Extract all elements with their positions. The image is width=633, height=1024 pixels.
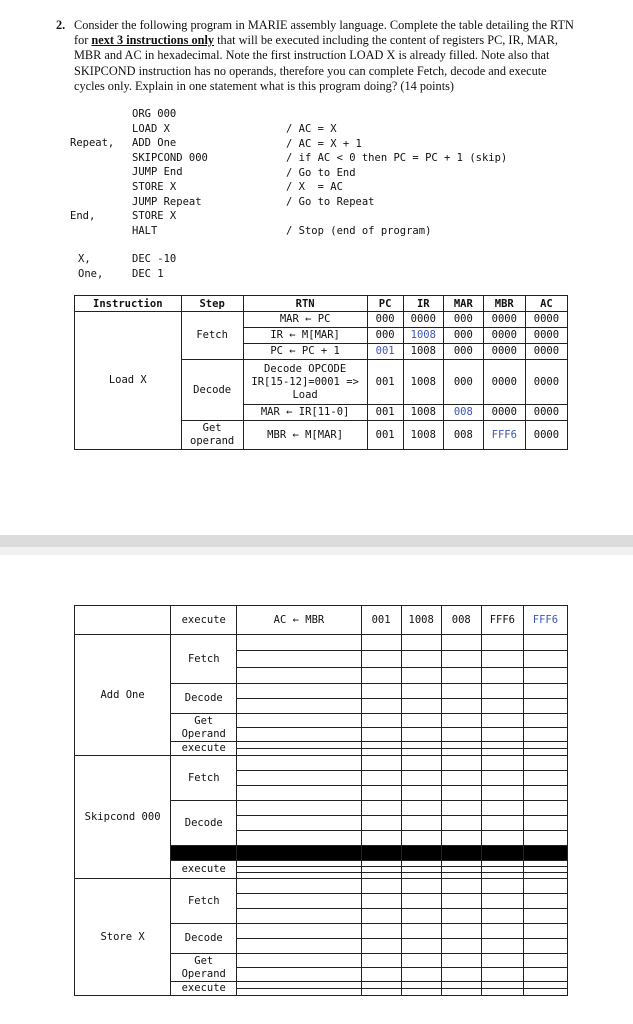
answer-cell[interactable] (481, 699, 523, 714)
pc-cell: 001 (367, 405, 403, 421)
answer-cell[interactable] (523, 749, 567, 756)
answer-cell[interactable] (441, 786, 481, 801)
code-label (70, 165, 114, 180)
question-emphasis: next 3 instructions only (91, 33, 215, 48)
answer-cell[interactable] (523, 954, 567, 968)
answer-cell[interactable] (237, 954, 361, 968)
rtn-cell: AC ← MBR (237, 606, 361, 635)
ac-cell: 0000 (525, 344, 567, 360)
answer-cell[interactable] (481, 684, 523, 699)
answer-cell[interactable] (481, 924, 523, 939)
step-fetch: Fetch (171, 635, 237, 684)
step-execute: execute (171, 742, 237, 756)
answer-cell[interactable] (481, 954, 523, 968)
answer-cell[interactable] (523, 831, 567, 846)
answer-cell[interactable] (401, 786, 441, 801)
instruction-store-x: Store X (75, 879, 171, 996)
rtn-cell: PC ← PC + 1 (243, 344, 367, 360)
pc-cell: 000 (367, 312, 403, 328)
rtn-cell: MAR ← IR[11-0] (243, 405, 367, 421)
pc-cell: 001 (367, 421, 403, 450)
answer-cell[interactable] (401, 771, 441, 786)
step-decode: Decode (171, 924, 237, 954)
answer-cell[interactable] (401, 801, 441, 816)
answer-cell[interactable] (481, 816, 523, 831)
answer-cell[interactable] (361, 742, 401, 749)
answer-cell[interactable] (523, 771, 567, 786)
page-divider (0, 535, 633, 547)
code-comment: / Go to Repeat (286, 195, 375, 208)
answer-cell[interactable] (523, 714, 567, 728)
answer-cell[interactable] (441, 816, 481, 831)
answer-cell[interactable] (361, 879, 401, 894)
answer-cell[interactable] (481, 786, 523, 801)
answer-cell[interactable] (361, 667, 401, 683)
code-instruction: ORG 000 (132, 108, 177, 120)
answer-cell[interactable] (361, 749, 401, 756)
answer-cell[interactable] (523, 982, 567, 989)
answer-cell[interactable] (523, 742, 567, 749)
answer-cell[interactable] (361, 816, 401, 831)
instruction-skipcond: Skipcond 000 (75, 756, 171, 879)
answer-cell[interactable] (523, 728, 567, 742)
blacked-cell (481, 846, 523, 861)
step-get-operand: Get operand (181, 421, 243, 450)
answer-cell[interactable] (237, 924, 361, 939)
answer-cell[interactable] (441, 635, 481, 651)
answer-cell[interactable] (237, 699, 361, 714)
mar-cell: 000 (443, 328, 483, 344)
answer-cell[interactable] (237, 801, 361, 816)
answer-cell[interactable] (401, 954, 441, 968)
answer-cell[interactable] (237, 816, 361, 831)
answer-cell[interactable] (523, 909, 567, 924)
code-label: Repeat, (70, 137, 115, 150)
answer-cell[interactable] (481, 989, 523, 996)
answer-cell[interactable] (237, 742, 361, 749)
answer-cell[interactable] (523, 635, 567, 651)
answer-cell[interactable] (401, 728, 441, 742)
answer-cell[interactable] (237, 982, 361, 989)
step-execute: execute (171, 982, 237, 996)
mar-cell: 008 (443, 405, 483, 421)
answer-cell[interactable] (523, 989, 567, 996)
rtn-table-continued (74, 605, 568, 996)
header-instruction: Instruction (75, 296, 182, 312)
rtn-cell: Decode OPCODE IR[15-12]=0001 => Load (243, 360, 367, 405)
mbr-cell: 0000 (483, 344, 525, 360)
answer-cell[interactable] (523, 968, 567, 982)
answer-cell[interactable] (481, 909, 523, 924)
question-text (56, 18, 576, 94)
answer-cell[interactable] (401, 756, 441, 771)
answer-cell[interactable] (441, 968, 481, 982)
answer-cell[interactable] (523, 816, 567, 831)
answer-cell[interactable] (401, 651, 441, 667)
header-step: Step (181, 296, 243, 312)
table-row (75, 606, 568, 635)
answer-cell[interactable] (481, 982, 523, 989)
answer-cell[interactable] (523, 756, 567, 771)
answer-cell[interactable] (481, 714, 523, 728)
ac-cell: 0000 (525, 360, 567, 405)
answer-cell[interactable] (401, 989, 441, 996)
table-row (75, 756, 568, 771)
mbr-cell: 0000 (483, 360, 525, 405)
answer-cell[interactable] (441, 771, 481, 786)
answer-cell[interactable] (441, 756, 481, 771)
answer-cell[interactable] (237, 939, 361, 954)
question-number: 2. (56, 18, 66, 32)
program-comments (286, 122, 507, 239)
answer-cell[interactable] (237, 667, 361, 683)
answer-cell[interactable] (523, 894, 567, 909)
ac-cell: 0000 (525, 421, 567, 450)
answer-cell[interactable] (361, 894, 401, 909)
mar-cell: 008 (441, 606, 481, 635)
answer-cell[interactable] (441, 714, 481, 728)
step-decode: Decode (171, 684, 237, 714)
answer-cell[interactable] (523, 667, 567, 683)
answer-cell[interactable] (441, 982, 481, 989)
answer-cell[interactable] (523, 801, 567, 816)
ir-cell: 1008 (403, 421, 443, 450)
data-label: X, (78, 253, 91, 265)
answer-cell[interactable] (401, 714, 441, 728)
program-instructions (132, 107, 208, 238)
answer-cell[interactable] (441, 742, 481, 749)
answer-cell[interactable] (481, 756, 523, 771)
step-fetch: Fetch (171, 879, 237, 924)
answer-cell[interactable] (523, 924, 567, 939)
code-comment: / Go to End (286, 166, 356, 179)
answer-cell[interactable] (441, 924, 481, 939)
rtn-cell: MAR ← PC (243, 312, 367, 328)
answer-cell[interactable] (401, 635, 441, 651)
blacked-cell (401, 846, 441, 861)
answer-cell[interactable] (361, 771, 401, 786)
page-divider-shadow (0, 547, 633, 555)
answer-cell[interactable] (237, 714, 361, 728)
empty-cell (75, 606, 171, 635)
header-rtn: RTN (243, 296, 367, 312)
step-get-operand: Get Operand (171, 954, 237, 982)
table-row (75, 635, 568, 651)
answer-cell[interactable] (481, 742, 523, 749)
answer-cell[interactable] (523, 651, 567, 667)
answer-cell[interactable] (361, 699, 401, 714)
ac-cell: 0000 (525, 328, 567, 344)
answer-cell[interactable] (481, 635, 523, 651)
table-row (75, 879, 568, 894)
pc-cell: 001 (367, 344, 403, 360)
data-instruction: DEC 1 (132, 267, 164, 280)
code-label (70, 122, 114, 137)
answer-cell[interactable] (441, 989, 481, 996)
answer-cell[interactable] (441, 831, 481, 846)
rtn-table-load (74, 295, 568, 450)
question-part-1: Consider the following program in MARIE assembly language. Complete the table detailing the RTN for (74, 18, 574, 48)
answer-cell[interactable] (361, 786, 401, 801)
step-get-operand: Get Operand (171, 714, 237, 742)
code-instruction: LOAD X (132, 122, 170, 135)
rtn-cell: IR ← M[MAR] (243, 328, 367, 344)
answer-cell[interactable] (441, 749, 481, 756)
code-label (70, 180, 114, 195)
mar-cell: 000 (443, 360, 483, 405)
answer-cell[interactable] (361, 714, 401, 728)
table-row (75, 312, 568, 328)
ir-cell: 1008 (403, 360, 443, 405)
rtn-cell: MBR ← M[MAR] (243, 421, 367, 450)
answer-cell[interactable] (481, 894, 523, 909)
answer-cell[interactable] (361, 909, 401, 924)
step-execute: execute (171, 861, 237, 879)
pc-cell: 001 (367, 360, 403, 405)
program-labels (70, 107, 114, 238)
step-execute: execute (171, 606, 237, 635)
mbr-cell: 0000 (483, 312, 525, 328)
header-pc: PC (367, 296, 403, 312)
answer-cell[interactable] (523, 879, 567, 894)
step-fetch: Fetch (171, 756, 237, 801)
mar-cell: 000 (443, 312, 483, 328)
mbr-cell: FFF6 (481, 606, 523, 635)
answer-cell[interactable] (401, 879, 441, 894)
code-comment: / AC = X + 1 (286, 137, 362, 150)
mbr-cell: FFF6 (483, 421, 525, 450)
code-comment: / Stop (end of program) (286, 225, 432, 238)
answer-cell[interactable] (361, 982, 401, 989)
instruction-load-x: Load X (75, 312, 182, 450)
answer-cell[interactable] (481, 939, 523, 954)
ir-cell: 1008 (403, 328, 443, 344)
step-decode: Decode (181, 360, 243, 421)
code-instruction: JUMP Repeat (132, 195, 202, 208)
data-instructions (132, 252, 176, 281)
ir-cell: 1008 (403, 405, 443, 421)
step-fetch: Fetch (181, 312, 243, 360)
answer-cell[interactable] (361, 968, 401, 982)
pc-cell: 001 (361, 606, 401, 635)
instruction-add-one: Add One (75, 635, 171, 756)
answer-cell[interactable] (361, 684, 401, 699)
pc-cell: 000 (367, 328, 403, 344)
answer-cell[interactable] (523, 939, 567, 954)
answer-cell[interactable] (441, 939, 481, 954)
answer-cell[interactable] (237, 728, 361, 742)
blacked-cell (361, 846, 401, 861)
answer-cell[interactable] (401, 667, 441, 683)
ir-cell: 1008 (403, 344, 443, 360)
blacked-cell (237, 846, 361, 861)
answer-cell[interactable] (361, 756, 401, 771)
answer-cell[interactable] (441, 651, 481, 667)
mar-cell: 000 (443, 344, 483, 360)
answer-cell[interactable] (441, 728, 481, 742)
answer-cell[interactable] (401, 742, 441, 749)
header-mbr: MBR (483, 296, 525, 312)
answer-cell[interactable] (481, 968, 523, 982)
answer-cell[interactable] (401, 699, 441, 714)
code-instruction: JUMP End (132, 166, 183, 179)
answer-cell[interactable] (401, 684, 441, 699)
blacked-cell (523, 846, 567, 861)
answer-cell[interactable] (237, 635, 361, 651)
ir-cell: 0000 (403, 312, 443, 328)
code-label (70, 224, 114, 239)
code-label (70, 195, 114, 210)
answer-cell[interactable] (401, 894, 441, 909)
answer-cell[interactable] (441, 879, 481, 894)
header-ac: AC (525, 296, 567, 312)
blacked-cell (171, 846, 237, 861)
answer-cell[interactable] (401, 982, 441, 989)
answer-cell[interactable] (523, 684, 567, 699)
answer-cell[interactable] (401, 968, 441, 982)
answer-cell[interactable] (481, 728, 523, 742)
code-label: End, (70, 210, 96, 223)
answer-cell[interactable] (237, 831, 361, 846)
answer-cell[interactable] (481, 771, 523, 786)
answer-cell[interactable] (237, 968, 361, 982)
answer-cell[interactable] (237, 651, 361, 667)
code-comment: / AC = X (286, 123, 337, 135)
answer-cell[interactable] (237, 786, 361, 801)
answer-cell[interactable] (441, 954, 481, 968)
answer-cell[interactable] (361, 635, 401, 651)
answer-cell[interactable] (441, 667, 481, 683)
question-part-2: that will be executed including the content of registers PC, IR, MAR, MBR and AC in hexadecimal. Note the first instruction LOAD X is already filled. Note also that SKIPCOND instruction has no operands, therefore you can complete Fetch, decode and execute cycles only. Explain in one statement what is this program doing? (14 points) (74, 33, 558, 93)
answer-cell[interactable] (401, 816, 441, 831)
code-label (70, 107, 114, 122)
answer-cell[interactable] (481, 879, 523, 894)
answer-cell[interactable] (441, 699, 481, 714)
code-instruction: SKIPCOND 000 (132, 151, 208, 164)
answer-cell[interactable] (237, 684, 361, 699)
answer-cell[interactable] (401, 924, 441, 939)
answer-cell[interactable] (441, 909, 481, 924)
code-comment (286, 210, 507, 225)
answer-cell[interactable] (401, 909, 441, 924)
answer-cell[interactable] (361, 651, 401, 667)
ir-cell: 1008 (401, 606, 441, 635)
answer-cell[interactable] (441, 684, 481, 699)
mar-cell: 008 (443, 421, 483, 450)
answer-cell[interactable] (237, 989, 361, 996)
answer-cell[interactable] (237, 771, 361, 786)
table-header-row (75, 296, 568, 312)
answer-cell[interactable] (401, 749, 441, 756)
code-comment: / if AC < 0 then PC = PC + 1 (skip) (286, 152, 508, 165)
answer-cell[interactable] (481, 831, 523, 846)
answer-cell[interactable] (523, 786, 567, 801)
answer-cell[interactable] (523, 699, 567, 714)
header-ir: IR (403, 296, 443, 312)
answer-cell[interactable] (481, 801, 523, 816)
step-decode: Decode (171, 801, 237, 846)
answer-cell[interactable] (481, 667, 523, 683)
code-label (70, 151, 114, 166)
code-instruction: ADD One (132, 137, 177, 150)
ac-cell: FFF6 (523, 606, 567, 635)
answer-cell[interactable] (361, 728, 401, 742)
answer-cell[interactable] (361, 989, 401, 996)
mbr-cell: 0000 (483, 328, 525, 344)
answer-cell[interactable] (481, 749, 523, 756)
code-instruction: HALT (132, 224, 158, 237)
code-instruction: STORE X (132, 210, 177, 223)
answer-cell[interactable] (401, 939, 441, 954)
data-labels (78, 252, 103, 281)
answer-cell[interactable] (361, 939, 401, 954)
answer-cell[interactable] (361, 924, 401, 939)
blacked-cell (441, 846, 481, 861)
header-mar: MAR (443, 296, 483, 312)
answer-cell[interactable] (361, 954, 401, 968)
answer-cell[interactable] (237, 749, 361, 756)
answer-cell[interactable] (237, 909, 361, 924)
ac-cell: 0000 (525, 312, 567, 328)
answer-cell[interactable] (237, 879, 361, 894)
answer-cell[interactable] (401, 831, 441, 846)
answer-cell[interactable] (237, 756, 361, 771)
answer-cell[interactable] (441, 801, 481, 816)
code-comment: / X = AC (286, 181, 343, 194)
answer-cell[interactable] (481, 651, 523, 667)
answer-cell[interactable] (441, 894, 481, 909)
answer-cell[interactable] (237, 894, 361, 909)
mbr-cell: 0000 (483, 405, 525, 421)
ac-cell: 0000 (525, 405, 567, 421)
answer-cell[interactable] (361, 831, 401, 846)
data-label: One, (78, 267, 104, 280)
answer-cell[interactable] (361, 801, 401, 816)
code-instruction: STORE X (132, 180, 177, 193)
data-instruction: DEC -10 (132, 253, 177, 265)
